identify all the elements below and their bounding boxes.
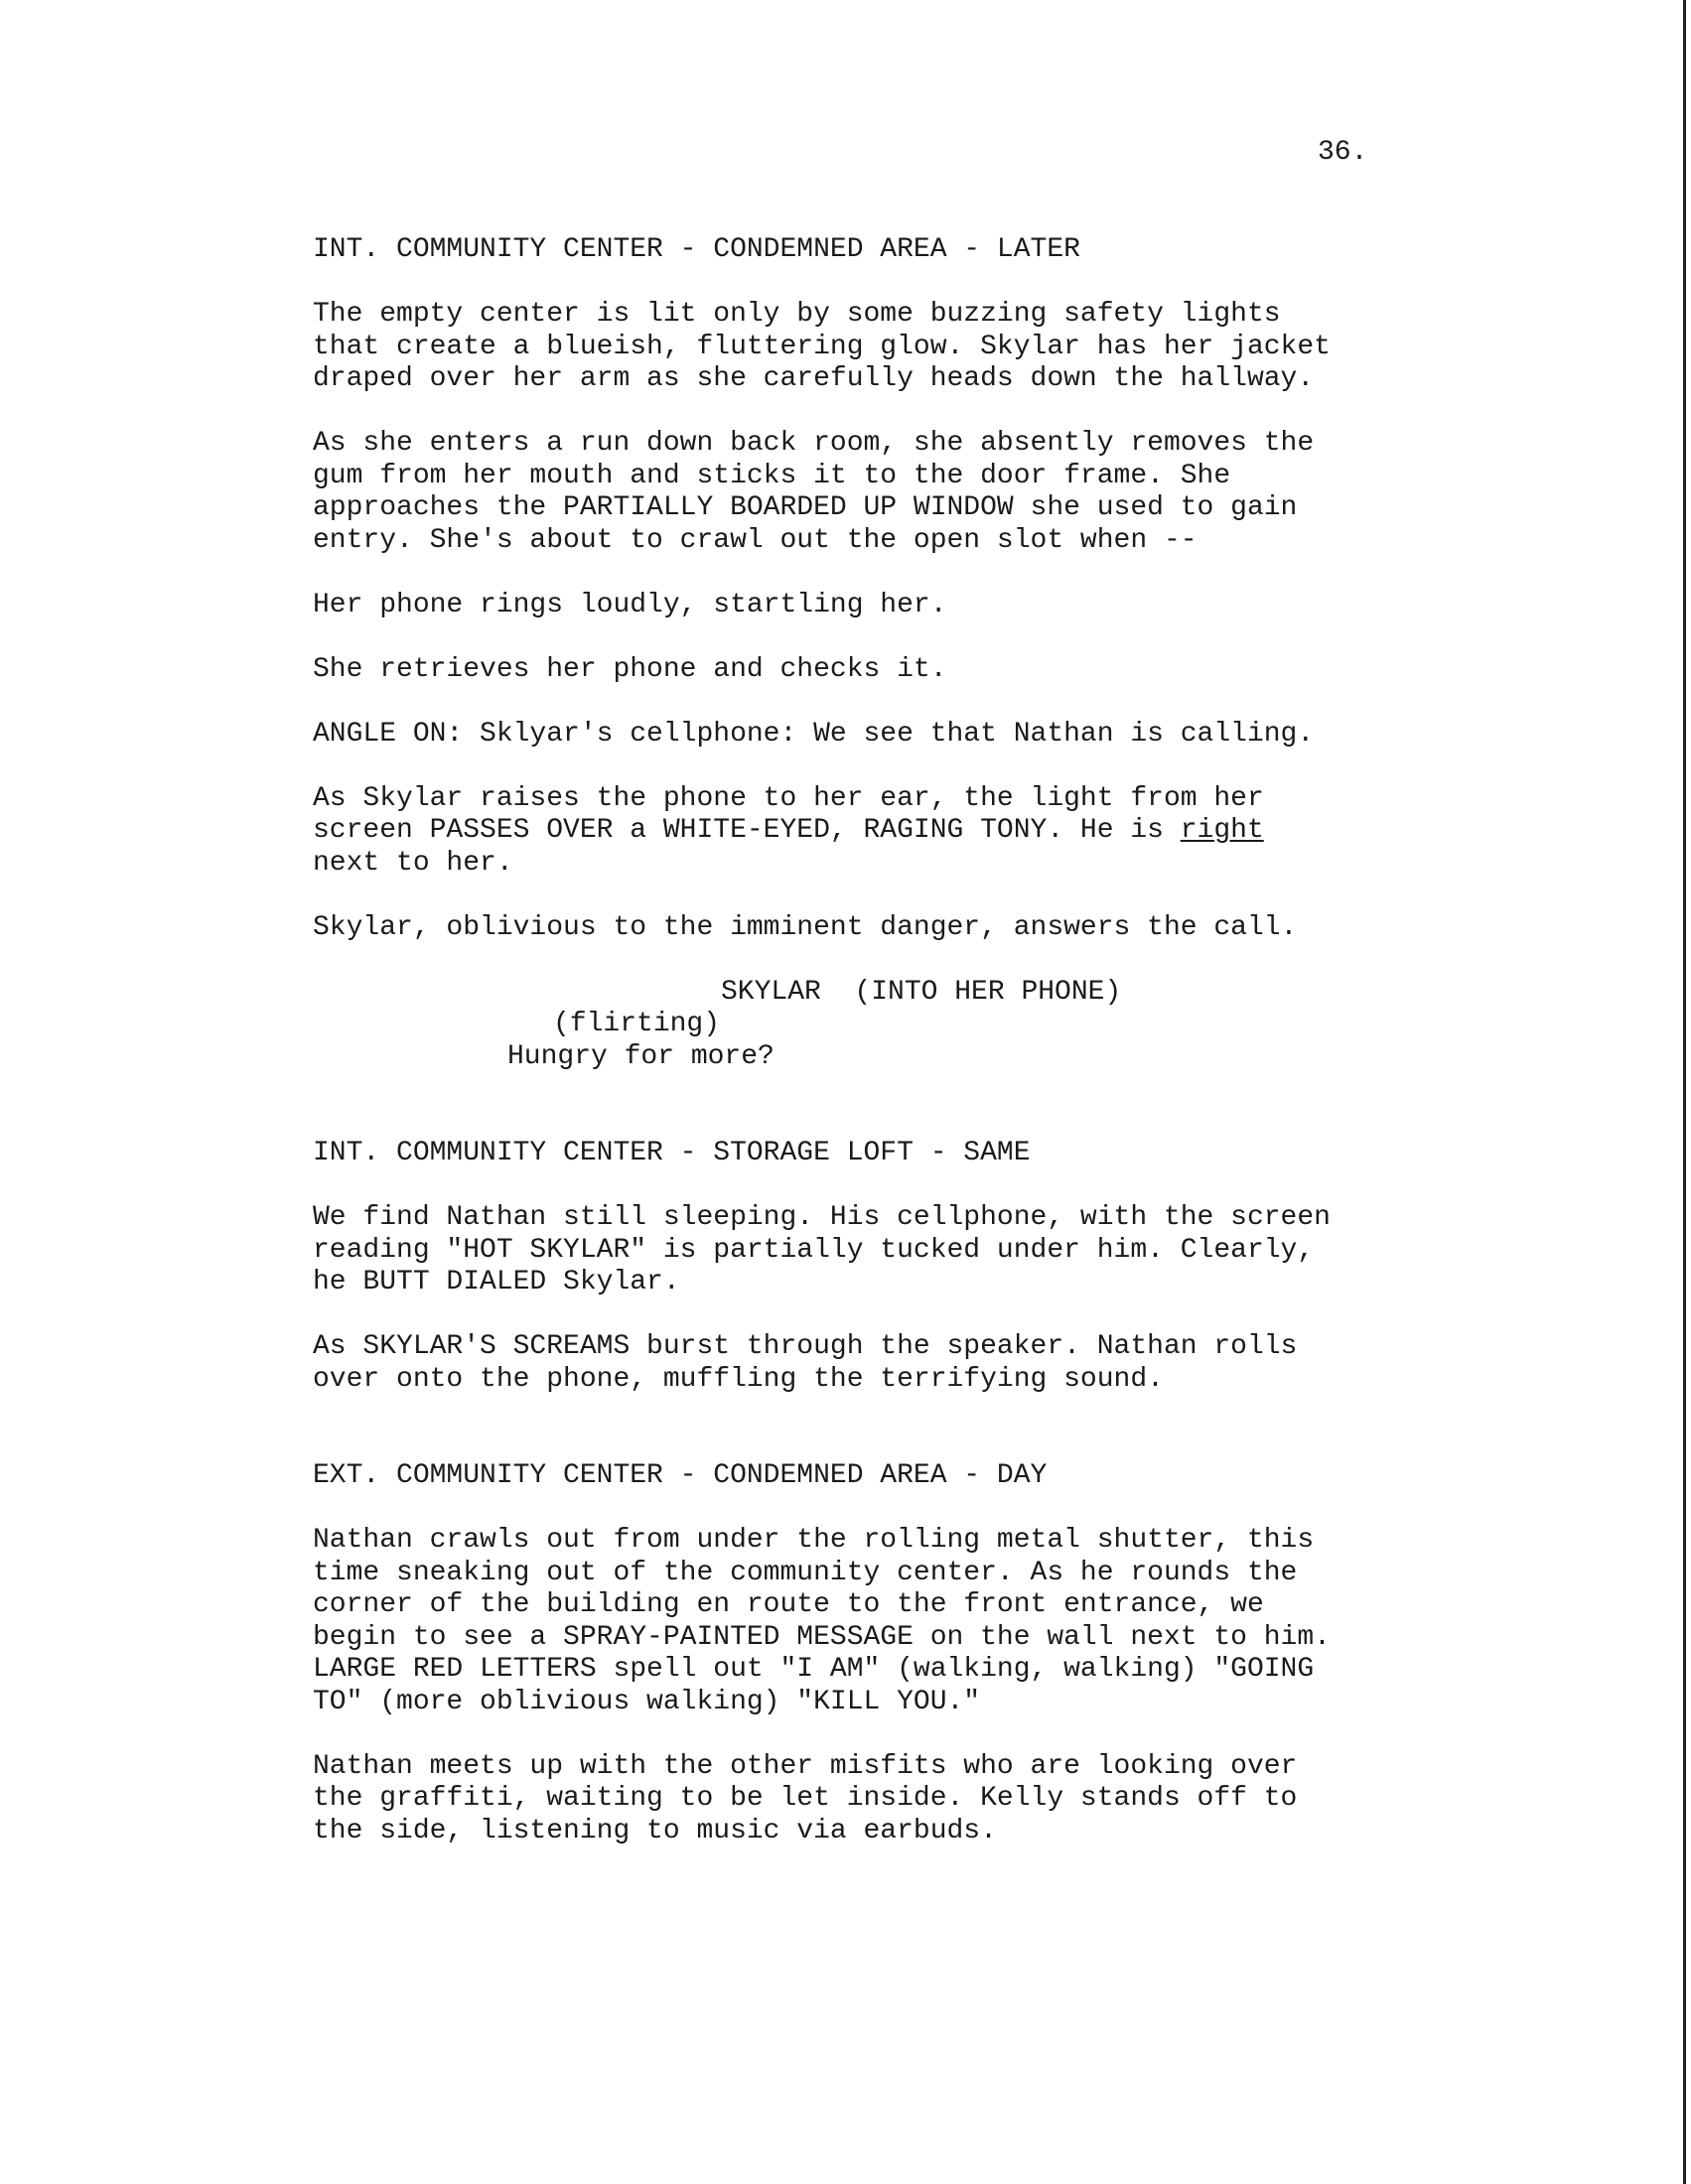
- action-paragraph: She retrieves her phone and checks it.: [313, 653, 947, 685]
- action-paragraph: Skylar, oblivious to the imminent danger, answers the call.: [313, 911, 1298, 943]
- page-number: 36.: [1318, 137, 1368, 168]
- character-name: SKYLAR (INTO HER PHONE): [721, 976, 1122, 1008]
- action-text: As Skylar raises the phone to her ear, the light from her screen PASSES OVER a WHITE-EYED, RAGING TONY. He is: [313, 782, 1264, 846]
- page-edge-rule: [1683, 0, 1686, 2184]
- scene-heading: INT. COMMUNITY CENTER - CONDEMNED AREA - LATER: [313, 234, 1080, 265]
- action-paragraph-with-emphasis: [313, 783, 1455, 881]
- action-paragraph: Her phone rings loudly, startling her.: [313, 589, 947, 620]
- action-paragraph: As she enters a run down back room, she absently removes the gum from her mouth and sticks it to the door frame. She approaches the PARTIALLY BOARDED UP WINDOW she used to gain entry. She's about to crawl out the open slot when --: [313, 428, 1315, 556]
- scene-heading: EXT. COMMUNITY CENTER - CONDEMNED AREA - DAY: [313, 1460, 1048, 1491]
- scene-heading: INT. COMMUNITY CENTER - STORAGE LOFT - SAME: [313, 1138, 1031, 1168]
- action-paragraph: We find Nathan still sleeping. His cellphone, with the screen reading "HOT SKYLAR" is partially tucked under him. Clearly, he BUTT DIALED Skylar.: [313, 1202, 1331, 1297]
- action-text: next to her.: [313, 847, 513, 879]
- action-paragraph: As SKYLAR'S SCREAMS burst through the speaker. Nathan rolls over onto the phone, muffling the terrifying sound.: [313, 1331, 1298, 1395]
- dialogue-block: [313, 977, 1455, 1074]
- parenthetical: (flirting): [553, 1009, 721, 1039]
- action-paragraph: ANGLE ON: Sklyar's cellphone: We see that Nathan is calling.: [313, 718, 1315, 750]
- dialogue-line: Hungry for more?: [507, 1040, 775, 1072]
- underlined-word: right: [1180, 815, 1264, 846]
- action-paragraph: The empty center is lit only by some buzzing safety lights that create a blueish, fluttering glow. Skylar has her jacket draped over her arm as she carefully heads down the hallway.: [313, 299, 1331, 394]
- action-paragraph: Nathan meets up with the other misfits who are looking over the graffiti, waiting to be let inside. Kelly stands off to the side, listening to music via earbuds.: [313, 1750, 1298, 1846]
- script-content: [313, 234, 1455, 1880]
- action-paragraph: Nathan crawls out from under the rolling metal shutter, this time sneaking out of the community center. As he rounds the corner of the building en route to the front entrance, we begin to see a SPRAY-PAINTED MESSAGE on the wall next to him. LARGE RED LETTERS spell out "I AM" (walking, walking) "GOING TO" (more oblivious walking) "KILL YOU.": [313, 1525, 1331, 1717]
